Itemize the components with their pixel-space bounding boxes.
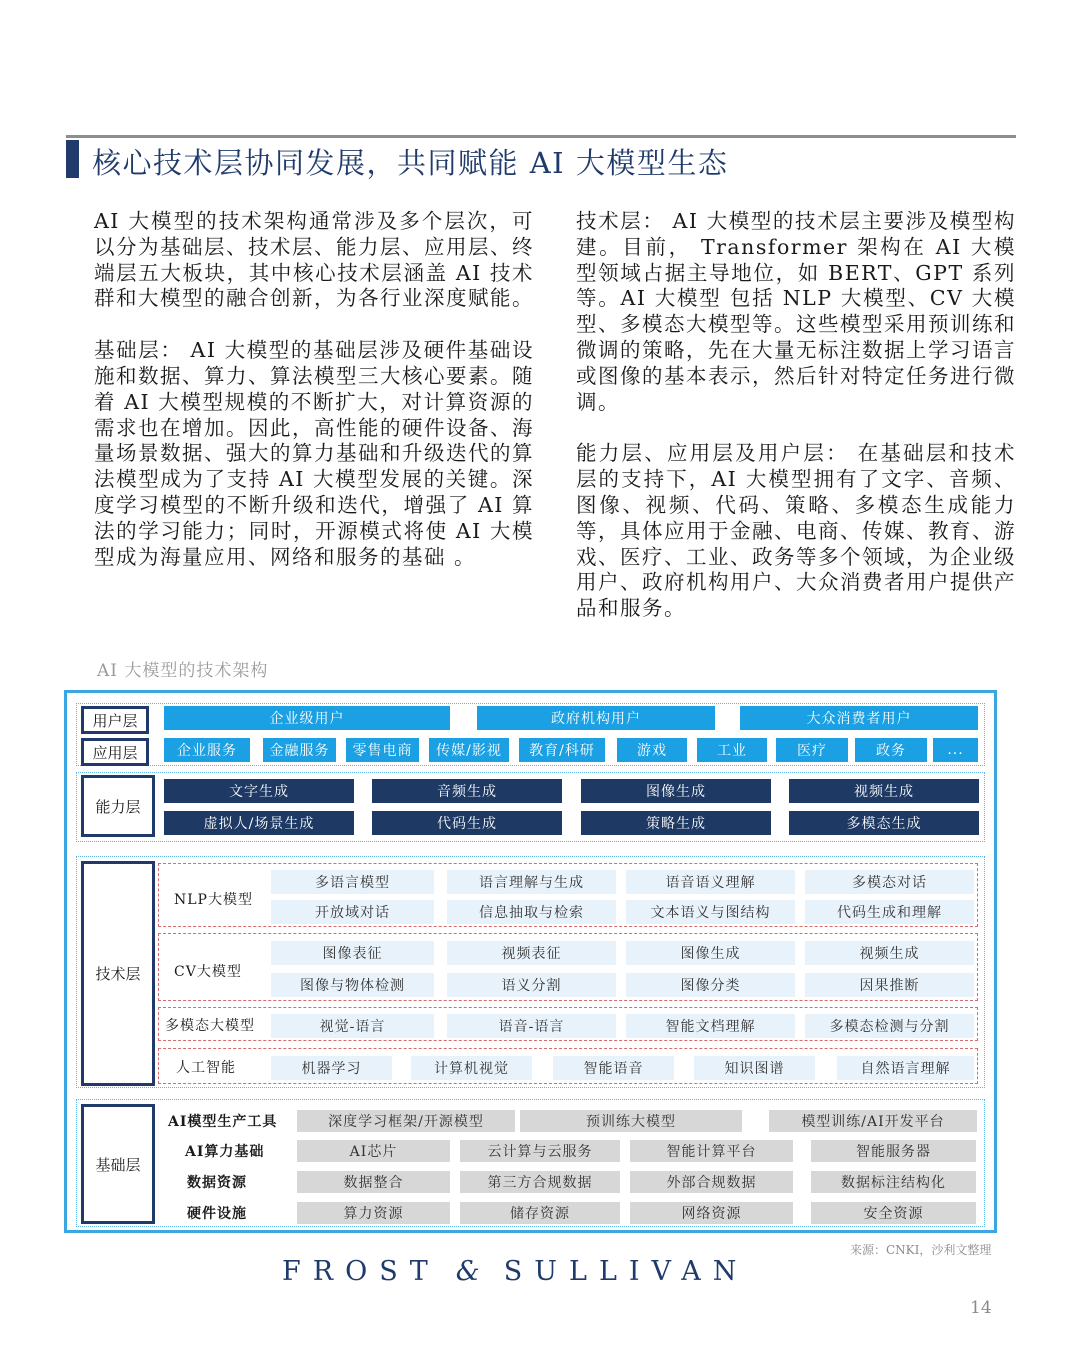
base-item: 数据标注结构化 <box>811 1171 976 1193</box>
user-enterprise: 企业级用户 <box>164 706 450 730</box>
nlp-item: 语音语义理解 <box>626 870 795 894</box>
ai-item: 知识图谱 <box>694 1056 815 1080</box>
base-item: 储存资源 <box>460 1202 620 1224</box>
capability-item: 策略生成 <box>581 811 771 835</box>
base-item: 外部合规数据 <box>630 1171 793 1193</box>
base-item: 模型训练/AI开发平台 <box>769 1110 977 1132</box>
logo-ampersand: & <box>455 1256 480 1287</box>
cv-label: CV大模型 <box>174 964 242 980</box>
frost-sullivan-logo <box>282 1256 748 1287</box>
nlp-item: 信息抽取与检索 <box>447 900 616 924</box>
multimodal-item: 多模态检测与分割 <box>805 1014 974 1038</box>
app-item: ... <box>933 738 978 762</box>
right-column <box>576 209 1016 648</box>
app-item: 金融服务 <box>263 738 336 762</box>
title-accent-bar <box>66 140 79 178</box>
capability-layer-label: 能力层 <box>81 775 155 837</box>
base-item: AI芯片 <box>297 1140 450 1162</box>
base-item: 深度学习框架/开源模型 <box>297 1110 515 1132</box>
user-government: 政府机构用户 <box>477 706 715 730</box>
base-layer-label: 基础层 <box>81 1104 155 1224</box>
logo-text-frost: FROST <box>282 1256 440 1287</box>
base-row-label: 硬件设施 <box>187 1206 247 1222</box>
capability-item: 代码生成 <box>372 811 562 835</box>
base-row-label: 数据资源 <box>187 1175 247 1191</box>
app-item: 工业 <box>697 738 767 762</box>
left-column <box>94 209 534 596</box>
nlp-item: 开放域对话 <box>271 900 434 924</box>
multimodal-item: 智能文档理解 <box>626 1014 795 1038</box>
cv-item: 因果推断 <box>805 973 974 997</box>
base-row-label: AI模型生产工具 <box>168 1114 278 1130</box>
ai-item: 机器学习 <box>271 1056 392 1080</box>
capability-item: 虚拟人/场景生成 <box>164 811 354 835</box>
figure-source: 来源：CNKI，沙利文整理 <box>850 1243 992 1257</box>
page-title: 核心技术层协同发展，共同赋能 AI 大模型生态 <box>92 146 729 180</box>
base-item: 预训练大模型 <box>520 1110 742 1132</box>
cv-item: 图像表征 <box>271 941 434 965</box>
app-item: 传媒/影视 <box>429 738 509 762</box>
app-item: 游戏 <box>617 738 687 762</box>
multimodal-item: 语音-语言 <box>447 1014 616 1038</box>
nlp-item: 文本语义与图结构 <box>626 900 795 924</box>
base-item: 算力资源 <box>297 1202 450 1224</box>
nlp-item: 多模态对话 <box>805 870 974 894</box>
app-item: 零售电商 <box>346 738 419 762</box>
app-item: 企业服务 <box>164 738 250 762</box>
multimodal-item: 视觉-语言 <box>271 1014 434 1038</box>
user-consumer: 大众消费者用户 <box>740 706 978 730</box>
capability-item: 多模态生成 <box>789 811 979 835</box>
paragraph-tech-layer: 技术层： AI 大模型的技术层主要涉及模型构建。目前， Transformer 架构在 AI 大模型领域占据主导地位，如 BERT、GPT 系列等。AI 大模型 包括 NLP 大模型、CV 大模型、多模态大模型等。这些模型采用预训练和微调的策略，先在大量无标注数据上学习语言或图像的基本表示，然后针对特定任务进行微调。 <box>576 209 1016 414</box>
base-item: 智能计算平台 <box>630 1140 793 1162</box>
base-item: 数据整合 <box>297 1171 450 1193</box>
tech-layer-label: 技术层 <box>81 861 155 1086</box>
base-item: 网络资源 <box>630 1202 793 1224</box>
ai-item: 自然语言理解 <box>837 1056 974 1080</box>
cv-item: 视频生成 <box>805 941 974 965</box>
top-rule <box>66 135 1016 138</box>
capability-item: 视频生成 <box>789 779 979 803</box>
app-item: 医疗 <box>776 738 848 762</box>
cv-item: 视频表征 <box>447 941 616 965</box>
paragraph-capability-layer: 能力层、应用层及用户层： 在基础层和技术层的支持下，AI 大模型拥有了文字、音频、图像、视频、代码、策略、多模态生成能力等，具体应用于金融、电商、传媒、教育、游戏、医疗、工业、政务等多个领域，为企业级用户、政府机构用户、大众消费者用户提供产品和服务。 <box>576 441 1016 621</box>
capability-item: 音频生成 <box>372 779 562 803</box>
ai-item: 智能语音 <box>553 1056 674 1080</box>
base-item: 智能服务器 <box>811 1140 976 1162</box>
base-row-label: AI算力基础 <box>185 1144 265 1160</box>
app-layer-label: 应用层 <box>81 738 149 766</box>
user-layer-label: 用户层 <box>81 706 149 734</box>
nlp-item: 代码生成和理解 <box>805 900 974 924</box>
capability-item: 图像生成 <box>581 779 771 803</box>
nlp-item: 语言理解与生成 <box>447 870 616 894</box>
capability-item: 文字生成 <box>164 779 354 803</box>
cv-item: 图像分类 <box>626 973 795 997</box>
nlp-label: NLP大模型 <box>174 892 253 908</box>
base-item: 安全资源 <box>811 1202 976 1224</box>
base-item: 云计算与云服务 <box>460 1140 620 1162</box>
paragraph-intro: AI 大模型的技术架构通常涉及多个层次，可以分为基础层、技术层、能力层、应用层、终端层五大板块，其中核心技术层涵盖 AI 技术群和大模型的融合创新，为各行业深度赋能。 <box>94 209 534 311</box>
ai-item: 计算机视觉 <box>411 1056 532 1080</box>
ai-label: 人工智能 <box>176 1060 236 1076</box>
logo-text-sullivan: SULLIVAN <box>503 1256 749 1287</box>
app-item: 教育/科研 <box>519 738 605 762</box>
architecture-diagram <box>64 690 997 1233</box>
cv-item: 图像生成 <box>626 941 795 965</box>
cv-item: 图像与物体检测 <box>271 973 434 997</box>
base-item: 第三方合规数据 <box>460 1171 620 1193</box>
page-number: 14 <box>970 1298 992 1318</box>
app-item: 政务 <box>855 738 927 762</box>
figure-title: AI 大模型的技术架构 <box>97 661 269 681</box>
multimodal-label: 多模态大模型 <box>165 1018 255 1034</box>
paragraph-base-layer: 基础层： AI 大模型的基础层涉及硬件基础设施和数据、算力、算法模型三大核心要素。随着 AI 大模型规模的不断扩大，对计算资源的需求也在增加。因此，高性能的硬件设备、海量场景数据、强大的算力基础和升级迭代的算法模型成为了支持 AI 大模型发展的关键。深度学习模型的不断升级和迭代，增强了 AI 算法的学习能力；同时，开源模式将使 AI 大模型成为海量应用、网络和服务的基础 。 <box>94 338 534 569</box>
nlp-item: 多语言模型 <box>271 870 434 894</box>
cv-item: 语义分割 <box>447 973 616 997</box>
